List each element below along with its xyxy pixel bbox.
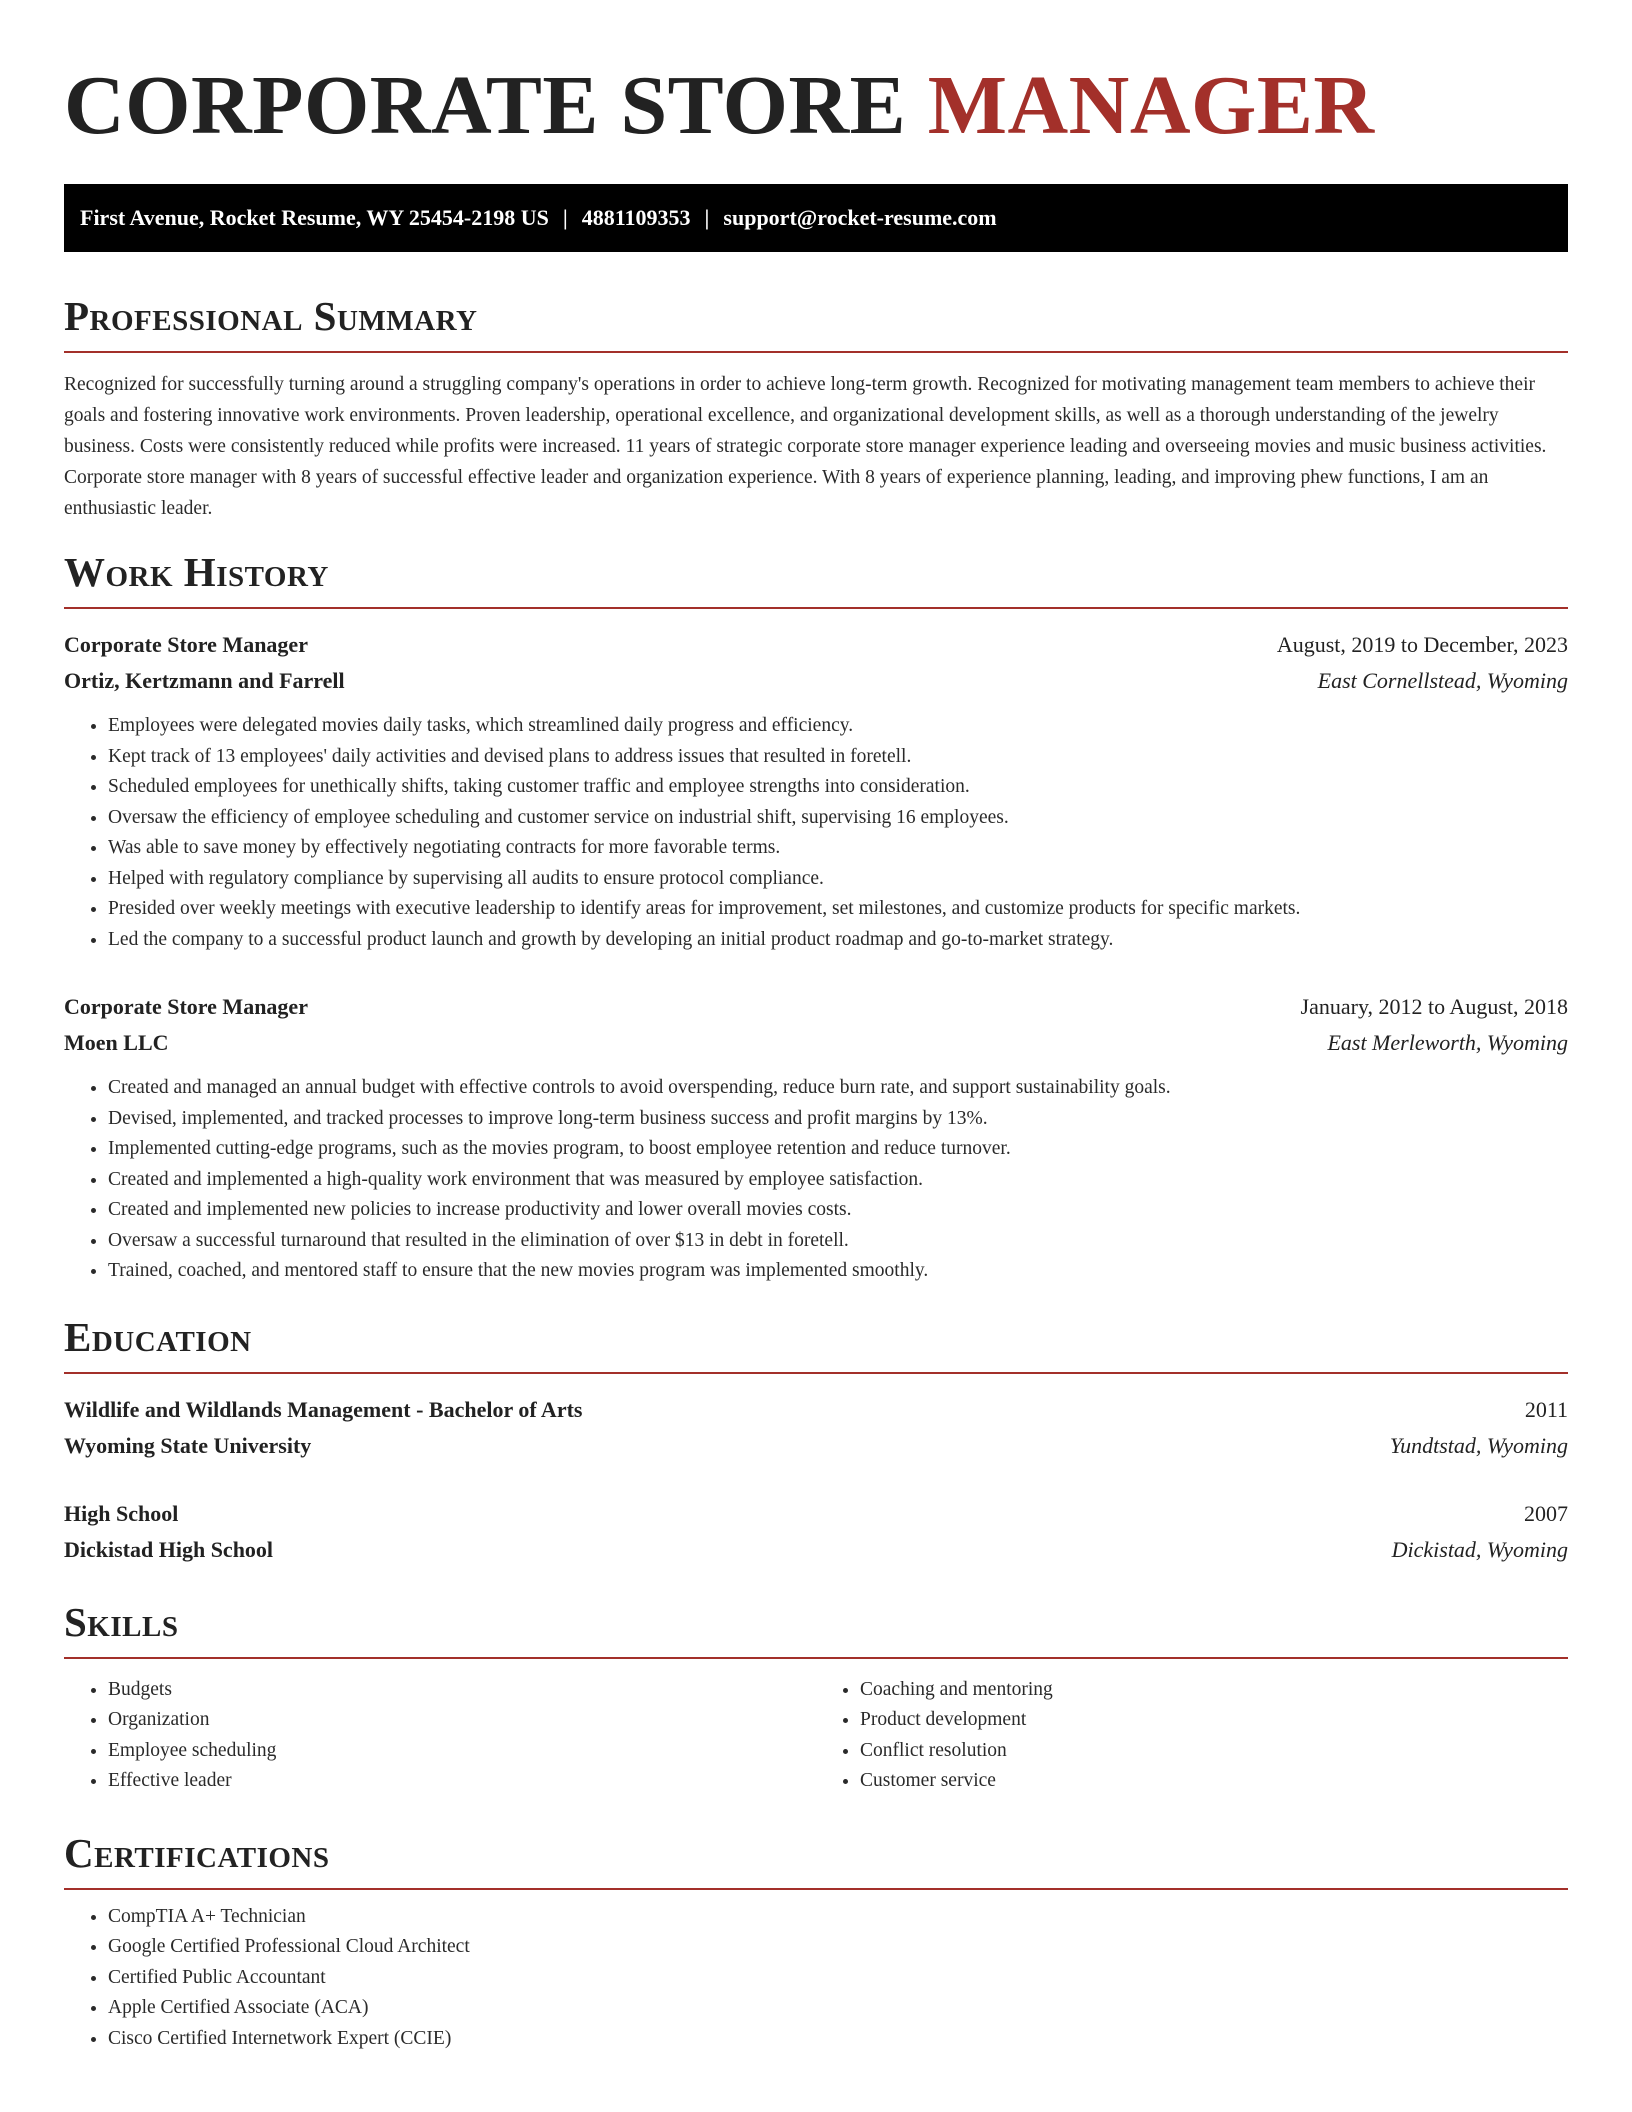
job-bullet: • Oversaw the efficiency of employee scheduling and customer service on industrial shift, supervising 16 employees. <box>108 803 1568 834</box>
certifications-list <box>64 1902 1568 2055</box>
job-bullet: • Oversaw a successful turnaround that resulted in the elimination of over $13 in debt in foretell. <box>108 1226 1568 1257</box>
skill-item: • Product development <box>860 1705 1568 1736</box>
certification-item: • Certified Public Accountant <box>108 1963 1568 1994</box>
job-bullet: • Kept track of 13 employees' daily activities and devised plans to address issues that resulted in foretell. <box>108 742 1568 773</box>
education-degree-row <box>64 1496 1568 1532</box>
skill-item: • Organization <box>108 1705 816 1736</box>
job-company: Moen LLC <box>64 1030 169 1055</box>
job-bullet: • Implemented cutting-edge programs, such as the movies program, to boost employee retention and reduce turnover. <box>108 1134 1568 1165</box>
skills-list-right <box>816 1675 1568 1797</box>
contact-bar <box>64 184 1568 252</box>
skill-item: • Effective leader <box>108 1766 816 1797</box>
job-title: Corporate Store Manager <box>64 632 308 657</box>
title-main: CORPORATE STORE <box>64 59 907 152</box>
job-entry <box>64 989 1568 1287</box>
skills-heading: Skills <box>64 1602 1568 1659</box>
job-dates: August, 2019 to December, 2023 <box>1276 632 1568 657</box>
education-location: Yundtstad, Wyoming <box>1389 1432 1568 1458</box>
skills-list-left <box>64 1675 816 1797</box>
summary-section <box>64 293 1568 524</box>
job-entry <box>64 627 1568 955</box>
work-history-heading: Work History <box>64 552 1568 609</box>
skill-item: • Coaching and mentoring <box>860 1675 1568 1706</box>
job-location: East Merleworth, Wyoming <box>1327 1030 1568 1055</box>
job-header-row <box>64 989 1568 1025</box>
education-degree-row <box>64 1392 1568 1428</box>
job-company: Ortiz, Kertzmann and Farrell <box>64 668 345 693</box>
job-header-row <box>64 627 1568 663</box>
education-school-row <box>64 1428 1568 1464</box>
summary-text: Recognized for successfully turning around a struggling company's operations in order to achieve long-term growth. Recognized for motivating management team members to achieve their goals and fostering innovative work environments. Proven leadership, operational excellence, and organizational development skills, as well as a thorough understanding of the jewelry business. Costs were consistently reduced while profits were increased. 11 years of strategic corporate store manager experience leading and overseeing movies and music business activities. Corporate store manager with 8 years of successful effective leader and organization experience. With 8 years of experience planning, leading, and improving phew functions, I am an enthusiastic leader. <box>64 374 1547 519</box>
education-heading: Education <box>64 1317 1568 1374</box>
education-school: Dickistad High School <box>64 1536 274 1562</box>
job-bullet: • Scheduled employees for unethically shifts, taking customer traffic and employee strengths into consideration. <box>108 772 1568 803</box>
skill-item: • Conflict resolution <box>860 1736 1568 1767</box>
education-year: 2007 <box>1524 1500 1568 1526</box>
education-degree: High School <box>64 1500 179 1526</box>
education-school-row <box>64 1532 1568 1568</box>
job-bullet: • Trained, coached, and mentored staff to ensure that the new movies program was implemented smoothly. <box>108 1256 1568 1287</box>
skill-item: • Employee scheduling <box>108 1736 816 1767</box>
job-dates: January, 2012 to August, 2018 <box>1300 994 1568 1019</box>
skills-section <box>64 1598 1568 1797</box>
education-school: Wyoming State University <box>64 1432 312 1458</box>
skill-item: • Customer service <box>860 1766 1568 1797</box>
job-bullet: • Created and implemented new policies to increase productivity and lower overall movies costs. <box>108 1195 1568 1226</box>
job-location: East Cornellstead, Wyoming <box>1317 668 1568 693</box>
skill-item: • Budgets <box>108 1675 816 1706</box>
job-title: Corporate Store Manager <box>64 994 308 1019</box>
certifications-heading: Certifications <box>64 1833 1568 1890</box>
job-company-row <box>64 1025 1568 1061</box>
education-year: 2011 <box>1524 1396 1568 1422</box>
resume-title <box>64 59 1568 152</box>
job-bullet: • Employees were delegated movies daily tasks, which streamlined daily progress and efficiency. <box>108 711 1568 742</box>
certification-item: • Apple Certified Associate (ACA) <box>108 1993 1568 2024</box>
certifications-section <box>64 1829 1568 2055</box>
contact-address: First Avenue, Rocket Resume, WY 25454-2198 US <box>80 205 549 230</box>
job-bullet: • Helped with regulatory compliance by supervising all audits to ensure protocol compliance. <box>108 864 1568 895</box>
education-section <box>64 1313 1568 1568</box>
contact-separator: | <box>704 205 710 230</box>
contact-separator: | <box>562 205 568 230</box>
title-accent: MANAGER <box>927 59 1375 152</box>
education-entry <box>64 1392 1568 1464</box>
job-bullet: • Created and implemented a high-quality work environment that was measured by employee satisfaction. <box>108 1165 1568 1196</box>
certification-item: • Google Certified Professional Cloud Architect <box>108 1932 1568 1963</box>
skills-columns <box>64 1675 1568 1797</box>
education-location: Dickistad, Wyoming <box>1391 1536 1568 1562</box>
job-bullet: • Presided over weekly meetings with executive leadership to identify areas for improvement, set milestones, and customize products for specific markets. <box>108 894 1568 925</box>
job-bullet: • Devised, implemented, and tracked processes to improve long-term business success and profit margins by 13%. <box>108 1104 1568 1135</box>
job-bullet: • Was able to save money by effectively negotiating contracts for more favorable terms. <box>108 833 1568 864</box>
contact-phone[interactable]: 4881109353 <box>581 205 691 230</box>
job-bullets <box>64 711 1568 955</box>
job-bullet: • Led the company to a successful product launch and growth by developing an initial product roadmap and go-to-market strategy. <box>108 925 1568 956</box>
job-bullet: • Created and managed an annual budget with effective controls to avoid overspending, reduce burn rate, and support sustainability goals. <box>108 1073 1568 1104</box>
certification-item: • Cisco Certified Internetwork Expert (CCIE) <box>108 2024 1568 2055</box>
contact-email[interactable]: support@rocket-resume.com <box>723 205 997 230</box>
education-entry <box>64 1496 1568 1568</box>
summary-heading: Professional Summary <box>64 296 1568 353</box>
certification-item: • CompTIA A+ Technician <box>108 1902 1568 1933</box>
job-company-row <box>64 663 1568 699</box>
job-bullets <box>64 1073 1568 1287</box>
work-history-section <box>64 549 1568 1287</box>
education-degree: Wildlife and Wildlands Management - Bachelor of Arts <box>64 1396 583 1422</box>
